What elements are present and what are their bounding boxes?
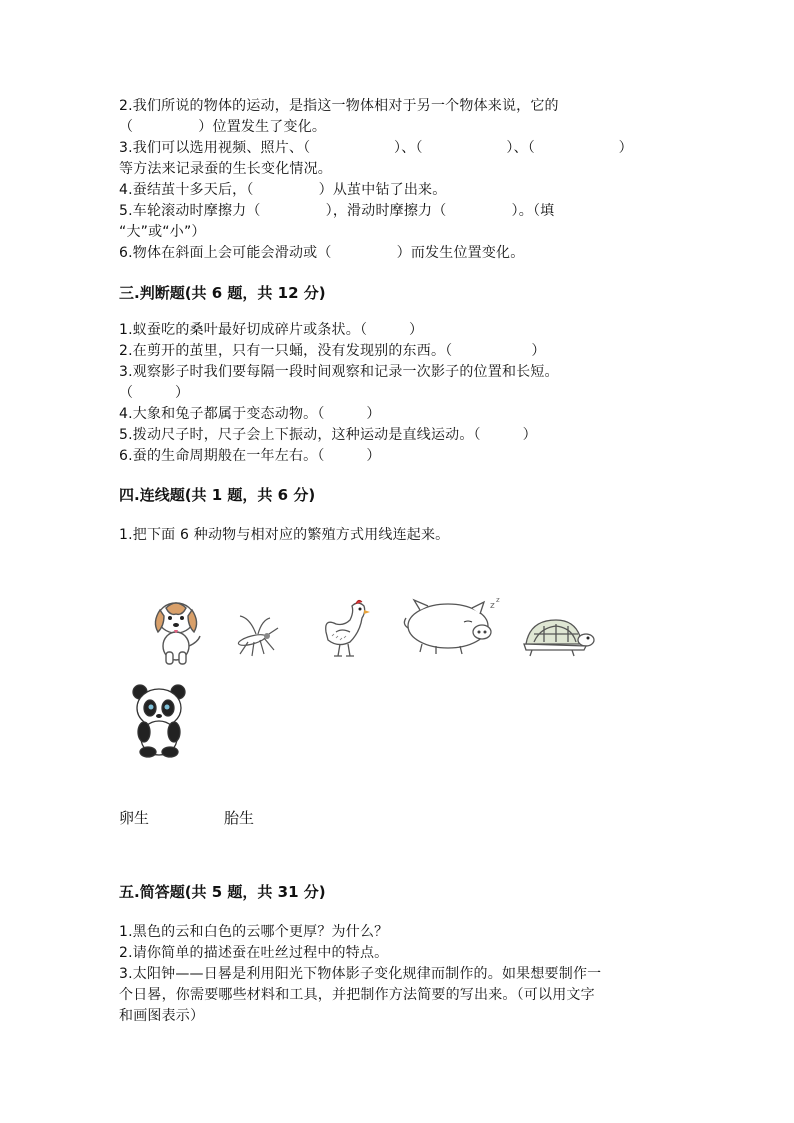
svg-text:z: z [490,601,495,611]
matching-question-1: 1.把下面 6 种动物与相对应的繁殖方式用线连起来。 [119,527,450,543]
short-answer-question-3-line-1: 3.太阳钟——日晷是利用阳光下物体影子变化规律而制作的。如果想要制作一 [119,966,602,982]
judge-question-5: 5.拨动尺子时，尺子会上下振动，这种运动是直线运动。（ ） [119,427,537,443]
section-4-heading: 四.连线题(共 1 题，共 6 分) [119,486,316,504]
viviparous-label: 胎生 [224,809,255,827]
chicken-icon [316,598,374,664]
section-5-heading: 五.简答题(共 5 题，共 31 分) [119,883,326,901]
judge-question-1: 1.蚁蚕吃的桑叶最好切成碎片或条状。（ ） [119,322,424,338]
judge-question-3-line-2: （ ） [119,385,190,401]
question-2-line-2: （ ）位置发生了变化。 [119,119,327,135]
mosquito-icon [230,612,282,658]
turtle-icon [520,614,596,658]
question-6: 6.物体在斜面上会可能会滑动或（ ）而发生位置变化。 [119,245,525,261]
oviparous-label: 卵生 [119,809,150,827]
section-3-heading: 三.判断题(共 6 题，共 12 分) [119,284,326,302]
short-answer-question-2: 2.请你简单的描述蚕在吐丝过程中的特点。 [119,945,389,961]
short-answer-question-1: 1.黑色的云和白色的云哪个更厚？为什么？ [119,924,389,940]
question-4: 4.蚕结茧十多天后，（ ）从茧中钻了出来。 [119,182,447,198]
dog-icon [146,596,210,666]
panda-icon [130,682,188,758]
judge-question-3-line-1: 3.观察影子时我们要每隔一段时间观察和记录一次影子的位置和长短。 [119,364,559,380]
question-2-line-1: 2.我们所说的物体的运动，是指这一物体相对于另一个物体来说，它的 [119,98,559,114]
short-answer-question-3-line-3: 和画图表示） [119,1008,205,1024]
question-5-line-2: “大”或“小”） [119,224,206,240]
pig-icon [402,594,506,656]
svg-text:z: z [496,596,500,604]
question-3-line-1: 3.我们可以选用视频、照片、（ ）、（ ）、（ ） [119,140,633,156]
judge-question-2: 2.在剪开的茧里，只有一只蛹，没有发现别的东西。（ ） [119,343,546,359]
judge-question-4: 4.大象和兔子都属于变态动物。（ ） [119,406,381,422]
question-3-line-2: 等方法来记录蚕的生长变化情况。 [119,161,332,177]
question-5-line-1: 5.车轮滚动时摩擦力（ ），滑动时摩擦力（ ）。（填 [119,203,555,219]
judge-question-6: 6.蚕的生命周期般在一年左右。（ ） [119,448,381,464]
short-answer-question-3-line-2: 个日晷，你需要哪些材料和工具，并把制作方法简要的写出来。（可以用文字 [119,987,595,1003]
